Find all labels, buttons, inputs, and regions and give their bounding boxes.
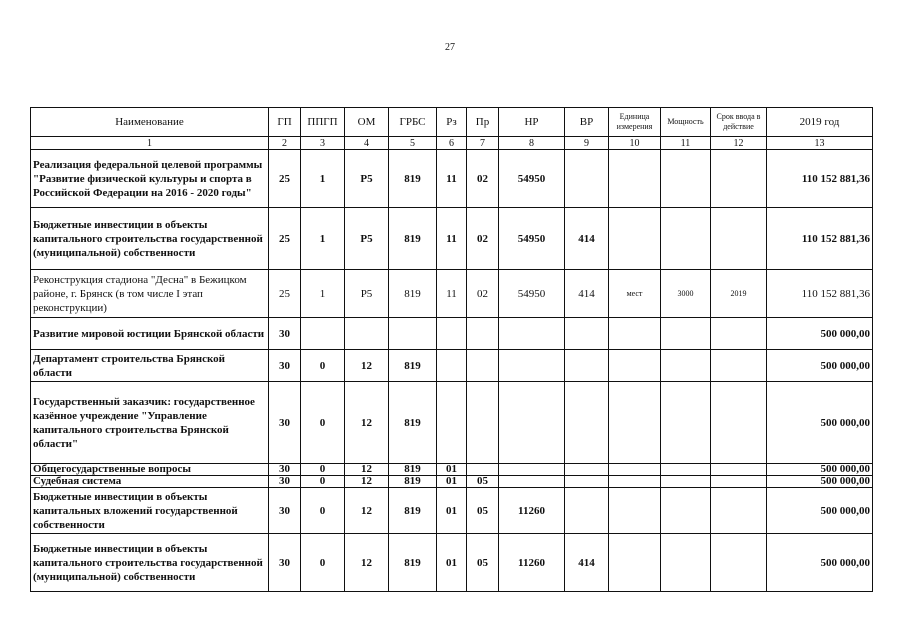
header-cell: Мощность <box>661 108 711 137</box>
column-number: 10 <box>609 137 661 150</box>
cell-amount: 110 152 881,36 <box>767 270 873 318</box>
cell-amount: 500 000,00 <box>767 350 873 382</box>
cell-rz: 11 <box>437 270 467 318</box>
cell-nr: 54950 <box>499 150 565 208</box>
cell-pr: 02 <box>467 150 499 208</box>
header-cell: ГРБС <box>389 108 437 137</box>
cell-rz: 01 <box>437 476 467 488</box>
cell-pr: 02 <box>467 208 499 270</box>
column-number: 5 <box>389 137 437 150</box>
table-row <box>31 208 873 270</box>
header-cell: Единица измерения <box>609 108 661 137</box>
row-name: Судебная система <box>31 476 269 488</box>
table-row <box>31 350 873 382</box>
cell-term <box>711 350 767 382</box>
cell-amount: 500 000,00 <box>767 382 873 464</box>
cell-term <box>711 476 767 488</box>
cell-grbs: 819 <box>389 464 437 476</box>
cell-nr <box>499 350 565 382</box>
cell-term <box>711 534 767 592</box>
header-cell: ППГП <box>301 108 345 137</box>
cell-term <box>711 150 767 208</box>
table-row <box>31 464 873 476</box>
column-number: 1 <box>31 137 269 150</box>
cell-unit <box>609 382 661 464</box>
cell-gp: 25 <box>269 150 301 208</box>
page-number: 27 <box>445 42 455 53</box>
cell-vr <box>565 476 609 488</box>
cell-term <box>711 208 767 270</box>
row-name: Бюджетные инвестиции в объекты капитального строительства государственной (муниципальной) собственности <box>31 208 269 270</box>
cell-ppgp: 0 <box>301 382 345 464</box>
cell-term <box>711 318 767 350</box>
cell-vr: 414 <box>565 534 609 592</box>
row-name: Реконструкция стадиона "Десна" в Бежицком районе, г. Брянск (в том числе I этап реконструкции) <box>31 270 269 318</box>
cell-vr <box>565 318 609 350</box>
cell-pr <box>467 464 499 476</box>
cell-nr <box>499 464 565 476</box>
cell-capacity <box>661 534 711 592</box>
cell-gp: 30 <box>269 534 301 592</box>
cell-ppgp: 0 <box>301 534 345 592</box>
table-row <box>31 150 873 208</box>
table-row <box>31 270 873 318</box>
cell-vr: 414 <box>565 208 609 270</box>
cell-gp: 25 <box>269 270 301 318</box>
cell-amount: 500 000,00 <box>767 464 873 476</box>
table-row <box>31 534 873 592</box>
cell-pr <box>467 350 499 382</box>
column-number: 13 <box>767 137 873 150</box>
cell-rz: 01 <box>437 488 467 534</box>
cell-term <box>711 464 767 476</box>
cell-unit <box>609 150 661 208</box>
cell-term <box>711 382 767 464</box>
cell-nr: 11260 <box>499 488 565 534</box>
cell-om: Р5 <box>345 270 389 318</box>
cell-term <box>711 488 767 534</box>
header-cell: НР <box>499 108 565 137</box>
cell-vr <box>565 488 609 534</box>
cell-grbs: 819 <box>389 150 437 208</box>
table-row <box>31 476 873 488</box>
cell-capacity: 3000 <box>661 270 711 318</box>
column-number: 11 <box>661 137 711 150</box>
header-row <box>31 108 873 137</box>
cell-unit <box>609 534 661 592</box>
cell-gp: 30 <box>269 464 301 476</box>
table-row <box>31 488 873 534</box>
cell-capacity <box>661 476 711 488</box>
cell-gp: 30 <box>269 382 301 464</box>
column-number: 8 <box>499 137 565 150</box>
cell-unit <box>609 488 661 534</box>
column-number-row <box>31 137 873 150</box>
cell-om <box>345 318 389 350</box>
header-cell: Наименование <box>31 108 269 137</box>
cell-rz <box>437 318 467 350</box>
cell-pr: 05 <box>467 534 499 592</box>
column-number: 9 <box>565 137 609 150</box>
cell-vr <box>565 350 609 382</box>
cell-om: Р5 <box>345 208 389 270</box>
cell-capacity <box>661 464 711 476</box>
cell-om: Р5 <box>345 150 389 208</box>
cell-pr: 05 <box>467 476 499 488</box>
cell-capacity <box>661 350 711 382</box>
cell-grbs: 819 <box>389 270 437 318</box>
cell-ppgp: 0 <box>301 476 345 488</box>
cell-unit <box>609 476 661 488</box>
cell-amount: 500 000,00 <box>767 534 873 592</box>
cell-capacity <box>661 382 711 464</box>
cell-rz <box>437 350 467 382</box>
cell-grbs <box>389 318 437 350</box>
cell-amount: 110 152 881,36 <box>767 150 873 208</box>
row-name: Бюджетные инвестиции в объекты капитальных вложений государственной собственности <box>31 488 269 534</box>
header-cell: Рз <box>437 108 467 137</box>
header-cell: Срок ввода в действие <box>711 108 767 137</box>
header-cell: ОМ <box>345 108 389 137</box>
cell-gp: 30 <box>269 476 301 488</box>
cell-grbs: 819 <box>389 382 437 464</box>
cell-om: 12 <box>345 534 389 592</box>
cell-nr <box>499 476 565 488</box>
budget-table <box>30 107 873 592</box>
column-number: 3 <box>301 137 345 150</box>
cell-rz: 11 <box>437 208 467 270</box>
cell-om: 12 <box>345 382 389 464</box>
cell-rz: 11 <box>437 150 467 208</box>
cell-vr <box>565 464 609 476</box>
header-cell: Пр <box>467 108 499 137</box>
column-number: 12 <box>711 137 767 150</box>
cell-nr: 54950 <box>499 270 565 318</box>
column-number: 6 <box>437 137 467 150</box>
cell-amount: 110 152 881,36 <box>767 208 873 270</box>
row-name: Общегосударственные вопросы <box>31 464 269 476</box>
cell-grbs: 819 <box>389 350 437 382</box>
cell-om: 12 <box>345 488 389 534</box>
cell-capacity <box>661 150 711 208</box>
cell-term: 2019 <box>711 270 767 318</box>
header-cell: ГП <box>269 108 301 137</box>
cell-capacity <box>661 208 711 270</box>
cell-rz <box>437 382 467 464</box>
cell-ppgp: 1 <box>301 270 345 318</box>
cell-ppgp: 1 <box>301 208 345 270</box>
cell-grbs: 819 <box>389 534 437 592</box>
cell-unit <box>609 208 661 270</box>
cell-ppgp: 1 <box>301 150 345 208</box>
cell-vr: 414 <box>565 270 609 318</box>
row-name: Государственный заказчик: государственное казённое учреждение "Управление капитального строительства Брянской области" <box>31 382 269 464</box>
cell-om: 12 <box>345 464 389 476</box>
table-row <box>31 382 873 464</box>
cell-amount: 500 000,00 <box>767 318 873 350</box>
cell-nr <box>499 318 565 350</box>
cell-nr: 54950 <box>499 208 565 270</box>
cell-capacity <box>661 318 711 350</box>
cell-pr <box>467 382 499 464</box>
cell-vr <box>565 150 609 208</box>
column-number: 4 <box>345 137 389 150</box>
cell-amount: 500 000,00 <box>767 488 873 534</box>
cell-gp: 30 <box>269 318 301 350</box>
row-name: Бюджетные инвестиции в объекты капитального строительства государственной (муниципальной) собственности <box>31 534 269 592</box>
header-cell: ВР <box>565 108 609 137</box>
cell-om: 12 <box>345 476 389 488</box>
cell-ppgp: 0 <box>301 488 345 534</box>
cell-ppgp <box>301 318 345 350</box>
cell-gp: 25 <box>269 208 301 270</box>
cell-nr: 11260 <box>499 534 565 592</box>
cell-gp: 30 <box>269 488 301 534</box>
cell-unit: мест <box>609 270 661 318</box>
column-number: 2 <box>269 137 301 150</box>
cell-pr: 05 <box>467 488 499 534</box>
cell-pr: 02 <box>467 270 499 318</box>
cell-unit <box>609 318 661 350</box>
row-name: Реализация федеральной целевой программы "Развитие физической культуры и спорта в Российской Федерации на 2016 - 2020 годы" <box>31 150 269 208</box>
cell-grbs: 819 <box>389 488 437 534</box>
cell-unit <box>609 464 661 476</box>
row-name: Развитие мировой юстиции Брянской области <box>31 318 269 350</box>
cell-rz: 01 <box>437 534 467 592</box>
row-name: Департамент строительства Брянской области <box>31 350 269 382</box>
column-number: 7 <box>467 137 499 150</box>
table-row <box>31 318 873 350</box>
cell-unit <box>609 350 661 382</box>
cell-grbs: 819 <box>389 476 437 488</box>
cell-vr <box>565 382 609 464</box>
cell-gp: 30 <box>269 350 301 382</box>
cell-grbs: 819 <box>389 208 437 270</box>
cell-amount: 500 000,00 <box>767 476 873 488</box>
header-cell: 2019 год <box>767 108 873 137</box>
cell-ppgp: 0 <box>301 464 345 476</box>
cell-capacity <box>661 488 711 534</box>
cell-om: 12 <box>345 350 389 382</box>
cell-nr <box>499 382 565 464</box>
cell-rz: 01 <box>437 464 467 476</box>
cell-ppgp: 0 <box>301 350 345 382</box>
cell-pr <box>467 318 499 350</box>
